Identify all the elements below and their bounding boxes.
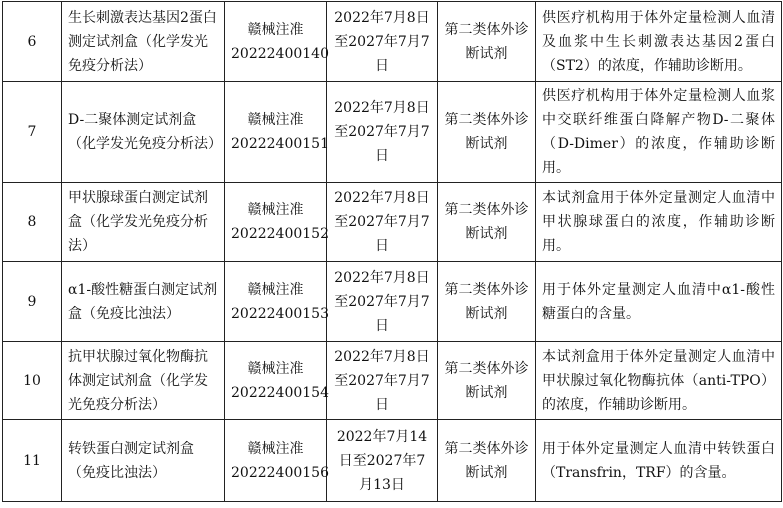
table-row [3, 2, 782, 82]
registration-prefix: 赣械注准 [247, 112, 304, 128]
product-name: D-二聚体测定试剂盒（化学发光免疫分析法） [62, 82, 225, 183]
product-category: 第二类体外诊断试剂 [438, 342, 536, 420]
registration-code: 20222400156 [231, 464, 329, 481]
product-category: 第二类体外诊断试剂 [438, 82, 536, 183]
product-category: 第二类体外诊断试剂 [438, 262, 536, 342]
intended-use: 用于体外定量测定人血清中α1-酸性糖蛋白的含量。 [536, 262, 782, 342]
registration-code: 20222400152 [231, 226, 329, 242]
registration-code: 20222400154 [231, 384, 329, 401]
row-index: 6 [3, 2, 62, 82]
row-index: 7 [3, 82, 62, 183]
registration-table [2, 1, 782, 502]
row-index: 11 [3, 420, 62, 502]
registration-number [225, 342, 327, 420]
row-index: 8 [3, 183, 62, 262]
table-row [3, 342, 782, 420]
intended-use: 用于体外定量测定人血清中转铁蛋白（Transfrin，TRF）的含量。 [536, 420, 782, 502]
registration-number [225, 183, 327, 262]
product-name: 抗甲状腺过氧化物酶抗体测定试剂盒（化学发光免疫分析法） [62, 342, 225, 420]
intended-use: 本试剂盒用于体外定量测定人血清中甲状腺球蛋白的浓度，作辅助诊断用。 [536, 183, 782, 262]
validity-period: 2022年7月8日至2027年7月7日 [327, 183, 438, 262]
table-row [3, 262, 782, 342]
registration-prefix: 赣械注准 [247, 281, 304, 298]
table-row [3, 420, 782, 502]
product-category: 第二类体外诊断试剂 [438, 2, 536, 82]
registration-prefix: 赣械注准 [247, 202, 304, 218]
row-index: 10 [3, 342, 62, 420]
product-category: 第二类体外诊断试剂 [438, 183, 536, 262]
intended-use: 供医疗机构用于体外定量检测人血清及血浆中生长刺激表达基因2蛋白（ST2）的浓度，作辅助诊断用。 [536, 2, 782, 82]
product-name: α1-酸性糖蛋白测定试剂盒（免疫比浊法） [62, 262, 225, 342]
registration-prefix: 赣械注准 [247, 21, 304, 38]
registration-number [225, 262, 327, 342]
product-name: 甲状腺球蛋白测定试剂盒（化学发光免疫分析法） [62, 183, 225, 262]
registration-code: 20222400151 [231, 136, 329, 152]
registration-prefix: 赣械注准 [247, 440, 304, 457]
table-row [3, 183, 782, 262]
table-row [3, 82, 782, 183]
registration-number [225, 420, 327, 502]
product-name: 转铁蛋白测定试剂盒（免疫比浊法） [62, 420, 225, 502]
registration-number [225, 2, 327, 82]
intended-use: 本试剂盒用于体外定量测定人血清中甲状腺过氧化物酶抗体（anti-TPO）的浓度，作辅助诊断用。 [536, 342, 782, 420]
registration-table-body [3, 2, 782, 502]
validity-period: 2022年7月14日至2027年7月13日 [327, 420, 438, 502]
registration-code: 20222400140 [231, 45, 329, 62]
intended-use: 供医疗机构用于体外定量检测人血浆中交联纤维蛋白降解产物D-二聚体（D-Dimer）的浓度，作辅助诊断用。 [536, 82, 782, 183]
validity-period: 2022年7月8日至2027年7月7日 [327, 262, 438, 342]
product-category: 第二类体外诊断试剂 [438, 420, 536, 502]
registration-number [225, 82, 327, 183]
row-index: 9 [3, 262, 62, 342]
registration-code: 20222400153 [231, 305, 329, 322]
validity-period: 2022年7月8日至2027年7月7日 [327, 2, 438, 82]
registration-prefix: 赣械注准 [247, 360, 304, 377]
validity-period: 2022年7月8日至2027年7月7日 [327, 342, 438, 420]
product-name: 生长刺激表达基因2蛋白测定试剂盒（化学发光免疫分析法） [62, 2, 225, 82]
validity-period: 2022年7月8日至2027年7月7日 [327, 82, 438, 183]
